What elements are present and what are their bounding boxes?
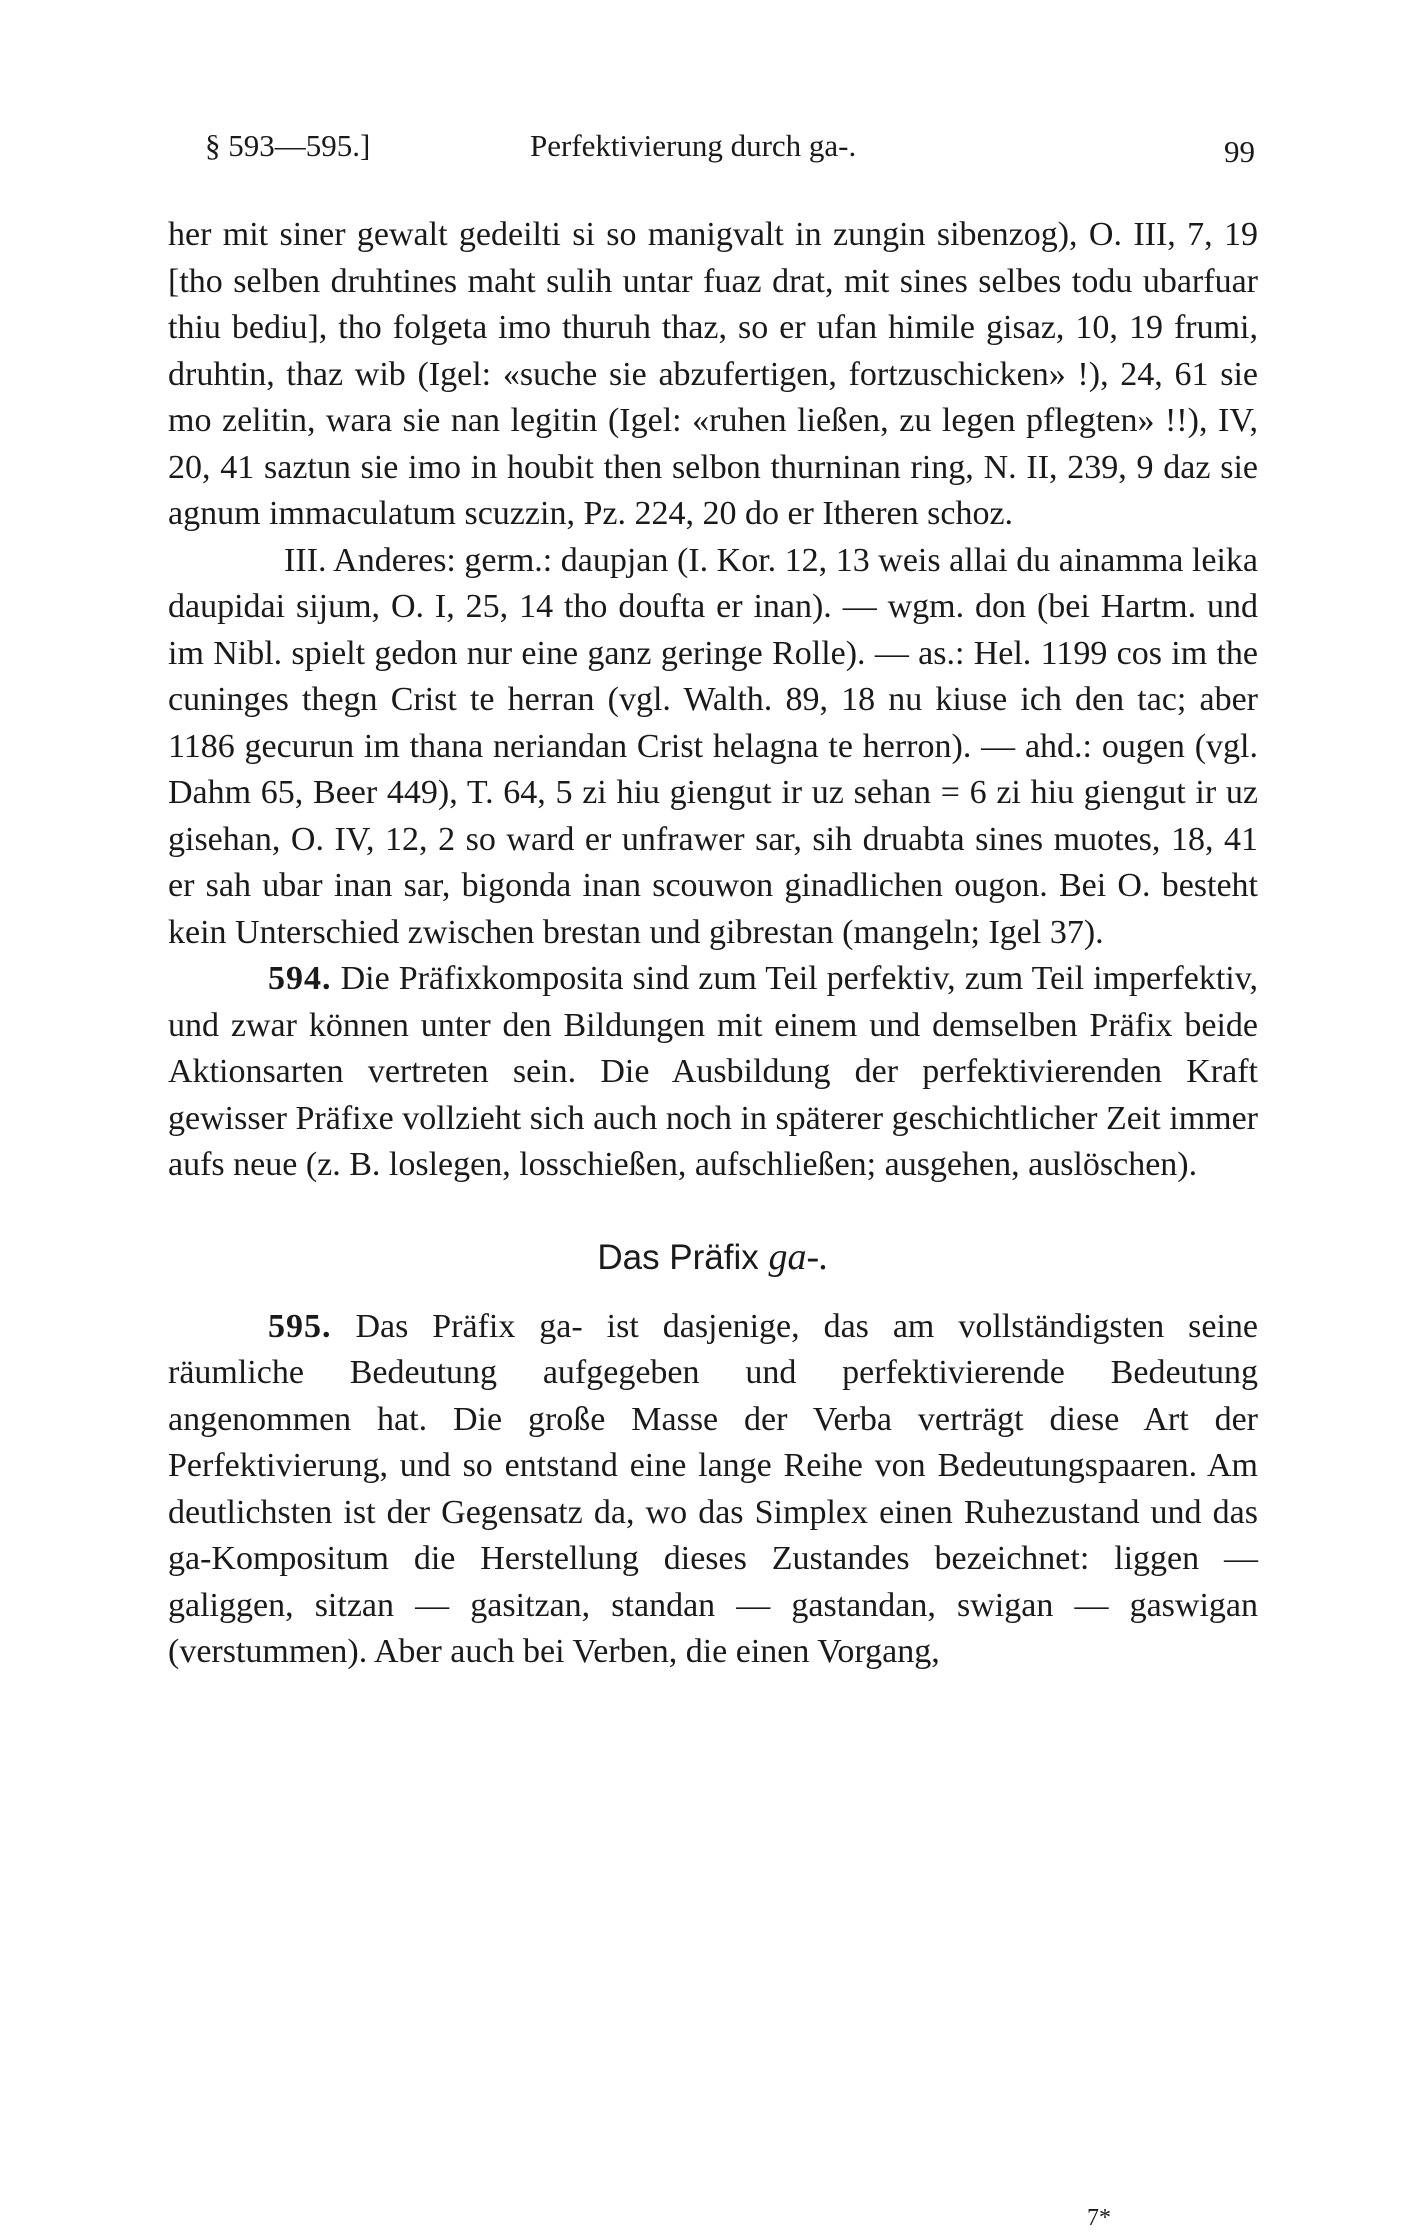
page-body (168, 212, 1258, 1676)
paragraph-595 (168, 1304, 1258, 1676)
running-head (205, 128, 1255, 178)
section-number: 594. (268, 960, 332, 997)
signature-mark: 7* (1087, 2205, 1111, 2231)
section-heading (168, 1233, 1258, 1282)
paragraph-594 (168, 956, 1258, 1189)
heading-term: ga-. (768, 1235, 829, 1278)
heading-text: Das Präfix (597, 1237, 759, 1277)
paragraph-continuation: her mit siner gewalt gedeilti si so manigvalt in zungin sibenzog), O. III, 7, 19 [tho selben druhtines maht sulih untar fuaz drat, mit sines selbes todu ubarfuar thiu bediu], tho folgeta imo thuruh thaz, so er ufan himile gisaz, 10, 19 frumi, druhtin, thaz wib (Igel: «suche sie abzufertigen, fortzuschicken» !), 24, 61 sie mo zelitin, wara sie nan legitin (Igel: «ruhen ließen, zu legen pflegten» !!), IV, 20, 41 saztun sie imo in houbit then selbon thurninan ring, N. II, 239, 9 daz sie agnum immaculatum scuzzin, Pz. 224, 20 do er Itheren schoz. (168, 216, 1258, 532)
paragraph-text: Die Präfixkomposita sind zum Teil perfektiv, zum Teil imperfektiv, und zwar können unter den Bildungen mit einem und demselben Präfix beide Aktionsarten vertreten sein. Die Ausbildung der perfektivierenden Kraft gewisser Präfixe vollzieht sich auch noch in späterer geschichtlicher Zeit immer aufs neue (z. B. loslegen, losschießen, aufschließen; ausgehen, auslöschen). (168, 960, 1259, 1183)
paragraph-text: Das Präfix ga- ist dasjenige, das am vollständigsten seine räumliche Bedeutung aufgegeben und perfektivierende Bedeutung angenommen hat. Die große Masse der Verba verträgt diese Art der Perfektivierung, und so entstand eine lange Reihe von Bedeutungspaaren. Am deutlichsten ist der Gegensatz da, wo das Simplex einen Ruhezustand und das ga-Kompositum die Herstellung dieses Zustandes bezeichnet: liggen — galiggen, sitzan — gasitzan, standan — gastandan, swigan — gaswigan (verstummen). Aber auch bei Verben, die einen Vorgang, (168, 1307, 1259, 1670)
section-range: § 593—595.] (205, 128, 371, 163)
page-number: 99 (1224, 134, 1255, 169)
section-number: 595. (268, 1307, 332, 1345)
running-title: Perfektivierung durch ga-. (530, 128, 857, 163)
paragraph-anderes: III. Anderes: germ.: daupjan (I. Kor. 12, 13 weis allai du ainamma leika daupidai sijum, O. I, 25, 14 tho doufta er inan). — wgm. don (bei Hartm. und im Nibl. spielt gedon nur eine ganz geringe Rolle). — as.: Hel. 1199 cos im the cuninges thegn Crist te herran (vgl. Walth. 89, 18 nu kiuse ich den tac; aber 1186 gecurun im thana neriandan Crist helagna te herron). — ahd.: ougen (vgl. Dahm 65, Beer 449), T. 64, 5 zi hiu giengut ir uz sehan = 6 zi hiu giengut ir uz gisehan, O. IV, 12, 2 so ward er unfrawer sar, sih druabta sines muotes, 18, 41 er sah ubar inan sar, bigonda inan scouwon ginadlichen ougon. Bei O. besteht kein Unterschied zwischen brestan und gibrestan (mangeln; Igel 37). (168, 541, 1258, 951)
